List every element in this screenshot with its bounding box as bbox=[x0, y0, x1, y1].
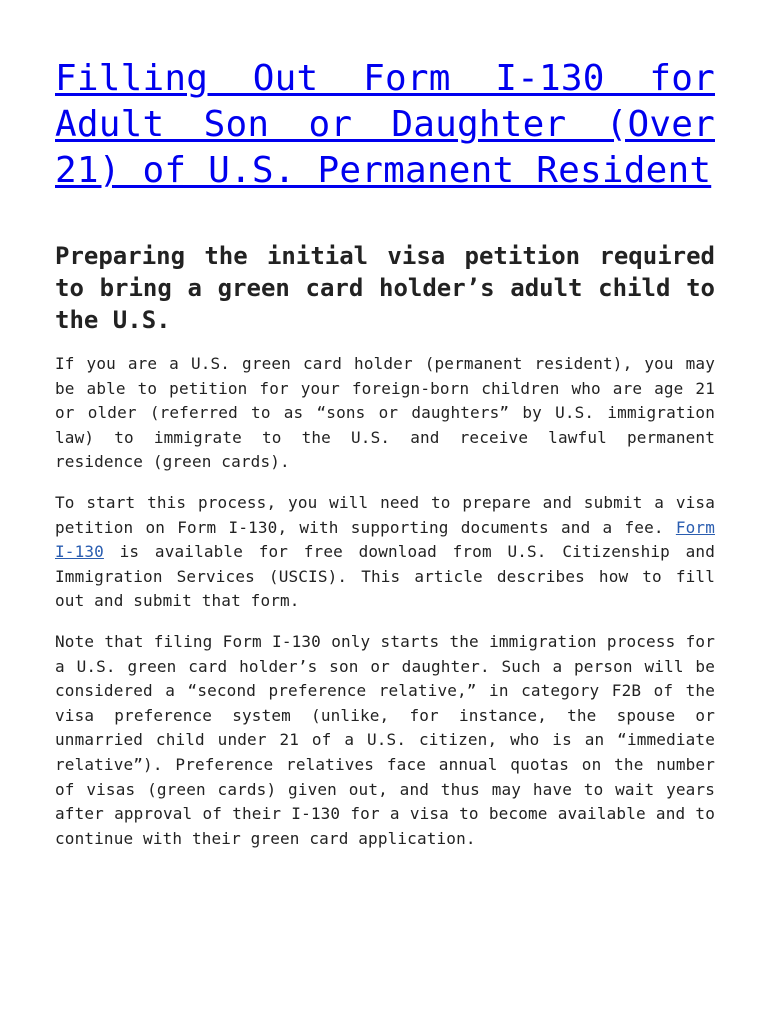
article-subtitle: Preparing the initial visa petition required to bring a green card holder’s adult child to the U.S. bbox=[55, 242, 715, 334]
paragraph-intro: If you are a U.S. green card holder (permanent resident), you may be able to petition for your foreign-born children who are age 21 or older (referred to as “sons or daughters” by U.S. immigration law) to immigrate to the U.S. and receive lawful permanent residence (green cards). bbox=[55, 354, 715, 472]
paragraph-process-text-after: is available for free download from U.S. Citizenship and Immigration Services (USCIS). This article describes how to fill out and submit that form. bbox=[55, 542, 715, 611]
paragraph-note: Note that filing Form I-130 only starts the immigration process for a U.S. green card holder’s son or daughter. Such a person will be considered a “second preference relative,” in category F2B of the visa preference system (unlike, for instance, the spouse or unmarried child under 21 of a U.S. citizen, who is an “immediate relative”). Preference relatives face annual quotas on the number of visas (green cards) given out, and thus may have to wait years after approval of their I-130 for a visa to become available and to continue with their green card application. bbox=[55, 631, 715, 848]
article-title-link[interactable]: Filling Out Form I-130 for Adult Son or Daughter (Over 21) of U.S. Permanent Resident bbox=[55, 58, 715, 191]
form-i130-link[interactable]: Form I-130 bbox=[55, 517, 715, 562]
paragraph-process-text-before: To start this process, you will need to prepare and submit a visa petition on Form I-130, with supporting documents and a fee. bbox=[55, 492, 715, 537]
paragraph-process bbox=[55, 491, 715, 614]
article-title bbox=[55, 56, 715, 194]
